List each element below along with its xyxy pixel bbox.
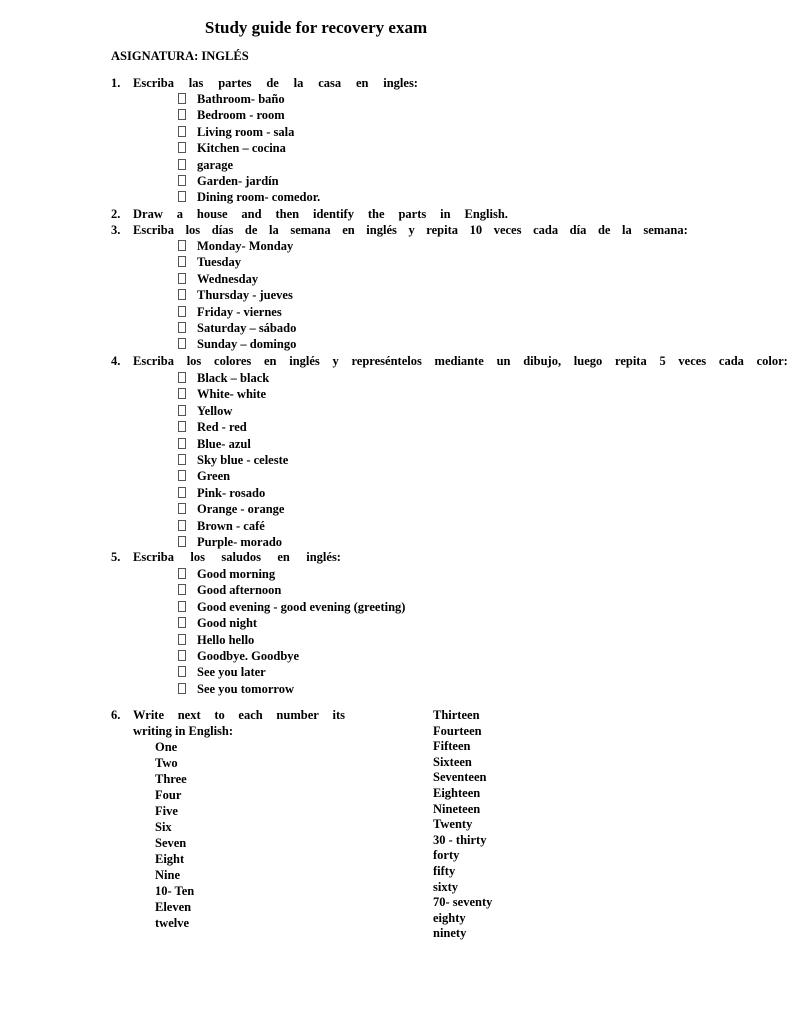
- list-item: [178, 140, 286, 156]
- number-word: 70- seventy: [433, 895, 493, 910]
- list-item-text: Hello hello: [197, 632, 255, 647]
- list-item: [178, 173, 279, 189]
- question-text: Escriba los días de la semana en inglés y repita 10 veces cada día de la semana:: [133, 223, 688, 237]
- list-item: [178, 468, 230, 484]
- list-item-text: Bedroom - room: [197, 108, 285, 123]
- number-word: Twenty: [433, 817, 473, 832]
- list-item-text: Good evening - good evening (greeting): [197, 599, 406, 614]
- list-item-text: White- white: [197, 387, 267, 402]
- subject-heading: ASIGNATURA: INGLÉS: [111, 49, 249, 63]
- list-item-text: Orange - orange: [197, 502, 285, 517]
- number-word: fifty: [433, 864, 456, 878]
- bullet-box-icon: [178, 338, 186, 349]
- list-item: [178, 189, 320, 205]
- list-item: [178, 436, 251, 452]
- bullet-box-icon: [178, 487, 186, 498]
- question-number: 3.: [111, 223, 121, 237]
- bullet-box-icon: [178, 405, 186, 416]
- list-item: [178, 632, 254, 648]
- number-word: Eleven: [155, 900, 192, 914]
- bullet-box-icon: [178, 617, 186, 628]
- list-item-text: Good night: [197, 616, 258, 631]
- number-word: Thirteen: [433, 708, 480, 722]
- question-number: 5.: [111, 550, 121, 564]
- list-item-text: Pink- rosado: [197, 485, 266, 500]
- bullet-box-icon: [178, 520, 186, 531]
- bullet-box-icon: [178, 372, 186, 383]
- list-item: [178, 452, 288, 468]
- list-item-text: Friday - viernes: [197, 304, 282, 319]
- list-item: [178, 419, 247, 435]
- list-item: [178, 518, 265, 534]
- bullet-box-icon: [178, 273, 186, 284]
- bullet-box-icon: [178, 191, 186, 202]
- list-item-text: See you tomorrow: [197, 681, 294, 696]
- list-item-text: Kitchen – cocina: [197, 141, 286, 156]
- bullet-box-icon: [178, 289, 186, 300]
- bullet-box-icon: [178, 536, 186, 547]
- bullet-box-icon: [178, 306, 186, 317]
- list-item-text: Living room - sala: [197, 124, 295, 139]
- list-item: [178, 238, 293, 254]
- number-word: Fourteen: [433, 723, 482, 738]
- question-text: Write next to each number its: [133, 708, 345, 722]
- bullet-box-icon: [178, 568, 186, 579]
- list-item: [178, 336, 296, 352]
- question-text: Escriba los saludos en inglés:: [133, 550, 341, 564]
- number-word: Two: [155, 756, 178, 770]
- number-word: Six: [155, 820, 172, 834]
- list-item-text: Dining room- comedor.: [197, 190, 321, 205]
- number-word: 10- Ten: [155, 884, 195, 898]
- number-word: Nineteen: [433, 801, 481, 816]
- list-item: [178, 370, 269, 386]
- list-item: [178, 485, 265, 501]
- bullet-box-icon: [178, 126, 186, 137]
- number-word: One: [155, 740, 178, 754]
- number-word: Five: [155, 804, 178, 818]
- question-number: 6.: [111, 708, 121, 722]
- number-word: eighty: [433, 910, 466, 925]
- list-item: [178, 287, 293, 303]
- number-word: Sixteen: [433, 754, 472, 769]
- list-item: [178, 615, 257, 631]
- number-word: Fifteen: [433, 739, 471, 754]
- list-item: [178, 91, 285, 107]
- bullet-box-icon: [178, 503, 186, 514]
- list-item: [178, 386, 266, 402]
- list-item-text: Red - red: [197, 420, 247, 435]
- list-item-text: Wednesday: [197, 271, 259, 286]
- list-item: [178, 403, 232, 419]
- list-item-text: Saturday – sábado: [197, 321, 297, 335]
- list-item-text: Garden- jardín: [197, 174, 279, 188]
- list-item-text: Monday- Monday: [197, 239, 294, 253]
- list-item-text: Black – black: [197, 371, 270, 385]
- number-word: Three: [155, 772, 187, 786]
- number-word: Four: [155, 788, 182, 802]
- list-item: [178, 599, 405, 615]
- number-word: Seven: [155, 836, 187, 850]
- number-word: ninety: [433, 926, 467, 941]
- number-word: forty: [433, 848, 460, 863]
- bullet-box-icon: [178, 142, 186, 153]
- list-item-text: Purple- morado: [197, 535, 283, 549]
- bullet-box-icon: [178, 240, 186, 251]
- list-item-text: Good morning: [197, 567, 276, 581]
- list-item-text: Goodbye. Goodbye: [197, 649, 300, 663]
- bullet-box-icon: [178, 256, 186, 267]
- list-item-text: Yellow: [197, 403, 233, 418]
- bullet-box-icon: [178, 175, 186, 186]
- number-word: 30 - thirty: [433, 832, 487, 847]
- list-item: [178, 648, 299, 664]
- list-item: [178, 254, 241, 270]
- list-item-text: Brown - café: [197, 518, 265, 533]
- number-word: Eight: [155, 852, 185, 866]
- list-item: [178, 534, 282, 550]
- bullet-box-icon: [178, 454, 186, 465]
- bullet-box-icon: [178, 470, 186, 481]
- list-item: [178, 582, 281, 598]
- question-text: Escriba los colores en inglés y represéntelos mediante un dibujo, luego repita 5 veces cada color:: [133, 354, 788, 368]
- list-item: [178, 664, 266, 680]
- number-word: twelve: [155, 916, 190, 930]
- list-item-text: Blue- azul: [197, 436, 251, 451]
- bullet-box-icon: [178, 388, 186, 399]
- list-item-text: Bathroom- baño: [197, 92, 285, 106]
- list-item-text: See you later: [197, 665, 266, 680]
- bullet-box-icon: [178, 159, 186, 170]
- bullet-box-icon: [178, 421, 186, 432]
- list-item: [178, 157, 233, 173]
- list-item-text: Thursday - jueves: [197, 288, 293, 303]
- list-item: [178, 681, 294, 697]
- list-item: [178, 271, 258, 287]
- question-number: 1.: [111, 76, 121, 90]
- number-word: Nine: [155, 868, 180, 882]
- question-text: Draw a house and then identify the parts in English.: [133, 207, 508, 221]
- list-item: [178, 320, 296, 336]
- bullet-box-icon: [178, 650, 186, 661]
- bullet-box-icon: [178, 666, 186, 677]
- list-item-text: garage: [197, 157, 234, 172]
- list-item-text: Sunday – domingo: [197, 337, 297, 352]
- list-item-text: Good afternoon: [197, 583, 282, 598]
- question-number: 2.: [111, 207, 121, 221]
- list-item: [178, 124, 294, 140]
- question-number: 4.: [111, 354, 121, 368]
- list-item: [178, 501, 284, 517]
- bullet-box-icon: [178, 322, 186, 333]
- list-item-text: Green: [197, 469, 231, 484]
- list-item-text: Tuesday: [197, 255, 242, 270]
- list-item: [178, 304, 282, 320]
- bullet-box-icon: [178, 634, 186, 645]
- bullet-box-icon: [178, 601, 186, 612]
- page-title: Study guide for recovery exam: [204, 18, 428, 37]
- bullet-box-icon: [178, 93, 186, 104]
- bullet-box-icon: [178, 683, 186, 694]
- list-item: [178, 107, 285, 123]
- bullet-box-icon: [178, 109, 186, 120]
- bullet-box-icon: [178, 584, 186, 595]
- list-item: [178, 566, 275, 582]
- number-word: Seventeen: [433, 770, 487, 785]
- number-word: sixty: [433, 879, 458, 894]
- list-item-text: Sky blue - celeste: [197, 453, 289, 467]
- bullet-box-icon: [178, 438, 186, 449]
- number-word: Eighteen: [433, 786, 481, 800]
- question-text: Escriba las partes de la casa en ingles:: [133, 76, 418, 90]
- question-text-continued: writing in English:: [133, 724, 234, 738]
